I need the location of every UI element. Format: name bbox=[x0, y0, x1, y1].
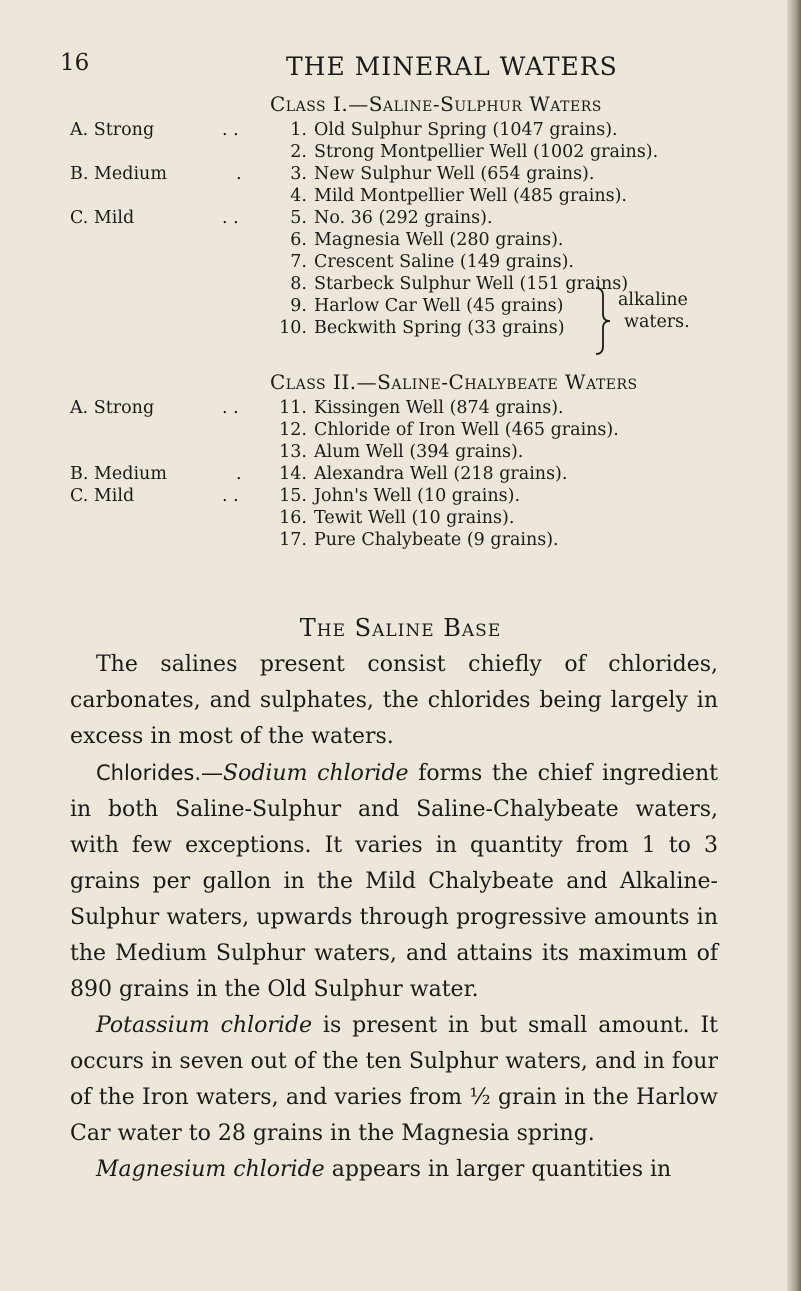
paragraph-4-text: appears in larger quantities in bbox=[324, 1157, 672, 1182]
list-item-number: 7. bbox=[290, 252, 307, 272]
list-item-number: 16. bbox=[279, 508, 307, 528]
class-1-group-mild: C. Mild bbox=[70, 208, 135, 228]
list-item-text: Harlow Car Well (45 grains) bbox=[314, 296, 564, 316]
list-item-text: Pure Chalybeate (9 grains). bbox=[314, 530, 559, 550]
class-1-group-strong: A. Strong bbox=[70, 120, 155, 140]
term-potassium-chloride: Potassium chloride bbox=[96, 1013, 313, 1038]
curly-bracket-icon bbox=[594, 286, 614, 356]
paragraph-3-text: is present in but small amount. It occurs in seven out of the ten Sulphur waters, and in four of the Iron waters, and varies from ½ grain in the Harlow Car water to 28 grains in the Magnesia spring. bbox=[70, 1013, 718, 1146]
paragraph-3 bbox=[70, 1008, 718, 1152]
list-item-text: Starbeck Sulphur Well (151 grains) bbox=[314, 274, 629, 294]
list-item-number: 1. bbox=[290, 120, 307, 140]
leader-dots: . . bbox=[222, 120, 239, 140]
list-item-number: 15. bbox=[279, 486, 307, 506]
list-item-number: 17. bbox=[279, 530, 307, 550]
term-magnesium-chloride: Magnesium chloride bbox=[96, 1157, 325, 1182]
list-item-number: 9. bbox=[290, 296, 307, 316]
list-item-number: 5. bbox=[290, 208, 307, 228]
leader-dots: . . bbox=[222, 486, 239, 506]
list-item-number: 3. bbox=[290, 164, 307, 184]
class-2-heading: Class II.—Saline-Chalybeate Waters bbox=[270, 370, 638, 394]
list-item-text: No. 36 (292 grains). bbox=[314, 208, 493, 228]
class-2-group-medium: B. Medium bbox=[70, 464, 167, 484]
leader-dots: . bbox=[236, 464, 242, 484]
term-sodium-chloride: Sodium chloride bbox=[223, 761, 409, 786]
leader-dots: . . bbox=[222, 208, 239, 228]
list-item-number: 12. bbox=[279, 420, 307, 440]
em-dash: — bbox=[201, 761, 223, 786]
list-item-text: New Sulphur Well (654 grains). bbox=[314, 164, 595, 184]
list-item-text: Alum Well (394 grains). bbox=[314, 442, 524, 462]
paragraph-4 bbox=[70, 1152, 718, 1188]
class-1-group-medium: B. Medium bbox=[70, 164, 167, 184]
paragraph-1: The salines present consist chiefly of chlorides, carbonates, and sulphates, the chlorides being largely in excess in most of the waters. bbox=[70, 652, 718, 749]
list-item-text: Tewit Well (10 grains). bbox=[314, 508, 515, 528]
class-2-group-mild: C. Mild bbox=[70, 486, 135, 506]
list-item-text: Magnesia Well (280 grains). bbox=[314, 230, 564, 250]
list-item-text: Kissingen Well (874 grains). bbox=[314, 398, 564, 418]
class-2-group-strong: A. Strong bbox=[70, 398, 155, 418]
list-item-number: 11. bbox=[279, 398, 307, 418]
page-number: 16 bbox=[60, 50, 90, 76]
list-item-number: 4. bbox=[290, 186, 307, 206]
page-edge-shadow bbox=[787, 0, 801, 1291]
side-note-line-2: waters. bbox=[624, 312, 690, 332]
list-item-text: Chloride of Iron Well (465 grains). bbox=[314, 420, 619, 440]
list-item-text: John's Well (10 grains). bbox=[314, 486, 521, 506]
body-text bbox=[70, 647, 718, 1188]
leader-dots: . . bbox=[222, 398, 239, 418]
list-item-number: 13. bbox=[279, 442, 307, 462]
list-item-number: 2. bbox=[290, 142, 307, 162]
list-item-text: Mild Montpellier Well (485 grains). bbox=[314, 186, 627, 206]
class-1-heading: Class I.—Saline-Sulphur Waters bbox=[270, 92, 602, 116]
side-note-line-1: alkaline bbox=[618, 290, 688, 310]
section-heading: The Saline Base bbox=[299, 614, 502, 642]
list-item-text: Strong Montpellier Well (1002 grains). bbox=[314, 142, 659, 162]
leader-dots: . bbox=[236, 164, 242, 184]
list-item-number: 14. bbox=[279, 464, 307, 484]
list-item-number: 10. bbox=[279, 318, 307, 338]
run-in-heading: Chlorides. bbox=[96, 761, 201, 785]
list-item-number: 6. bbox=[290, 230, 307, 250]
paragraph-2 bbox=[70, 755, 718, 1008]
running-title: THE MINERAL WATERS bbox=[286, 52, 618, 81]
list-item-text: Beckwith Spring (33 grains) bbox=[314, 318, 565, 338]
list-item-text: Alexandra Well (218 grains). bbox=[314, 464, 568, 484]
list-item-text: Crescent Saline (149 grains). bbox=[314, 252, 574, 272]
list-item-number: 8. bbox=[290, 274, 307, 294]
paragraph-2-text: forms the chief ingredient in both Saline-Sulphur and Saline-Chalybeate waters, with few exceptions. It varies in quantity from 1 to 3 grains per gallon in the Mild Chalybeate and Alkaline-Sulphur waters, upwards through progressive amounts in the Medium Sulphur waters, and attains its maximum of 890 grains in the Old Sulphur water. bbox=[70, 761, 719, 1002]
list-item-text: Old Sulphur Spring (1047 grains). bbox=[314, 120, 618, 140]
